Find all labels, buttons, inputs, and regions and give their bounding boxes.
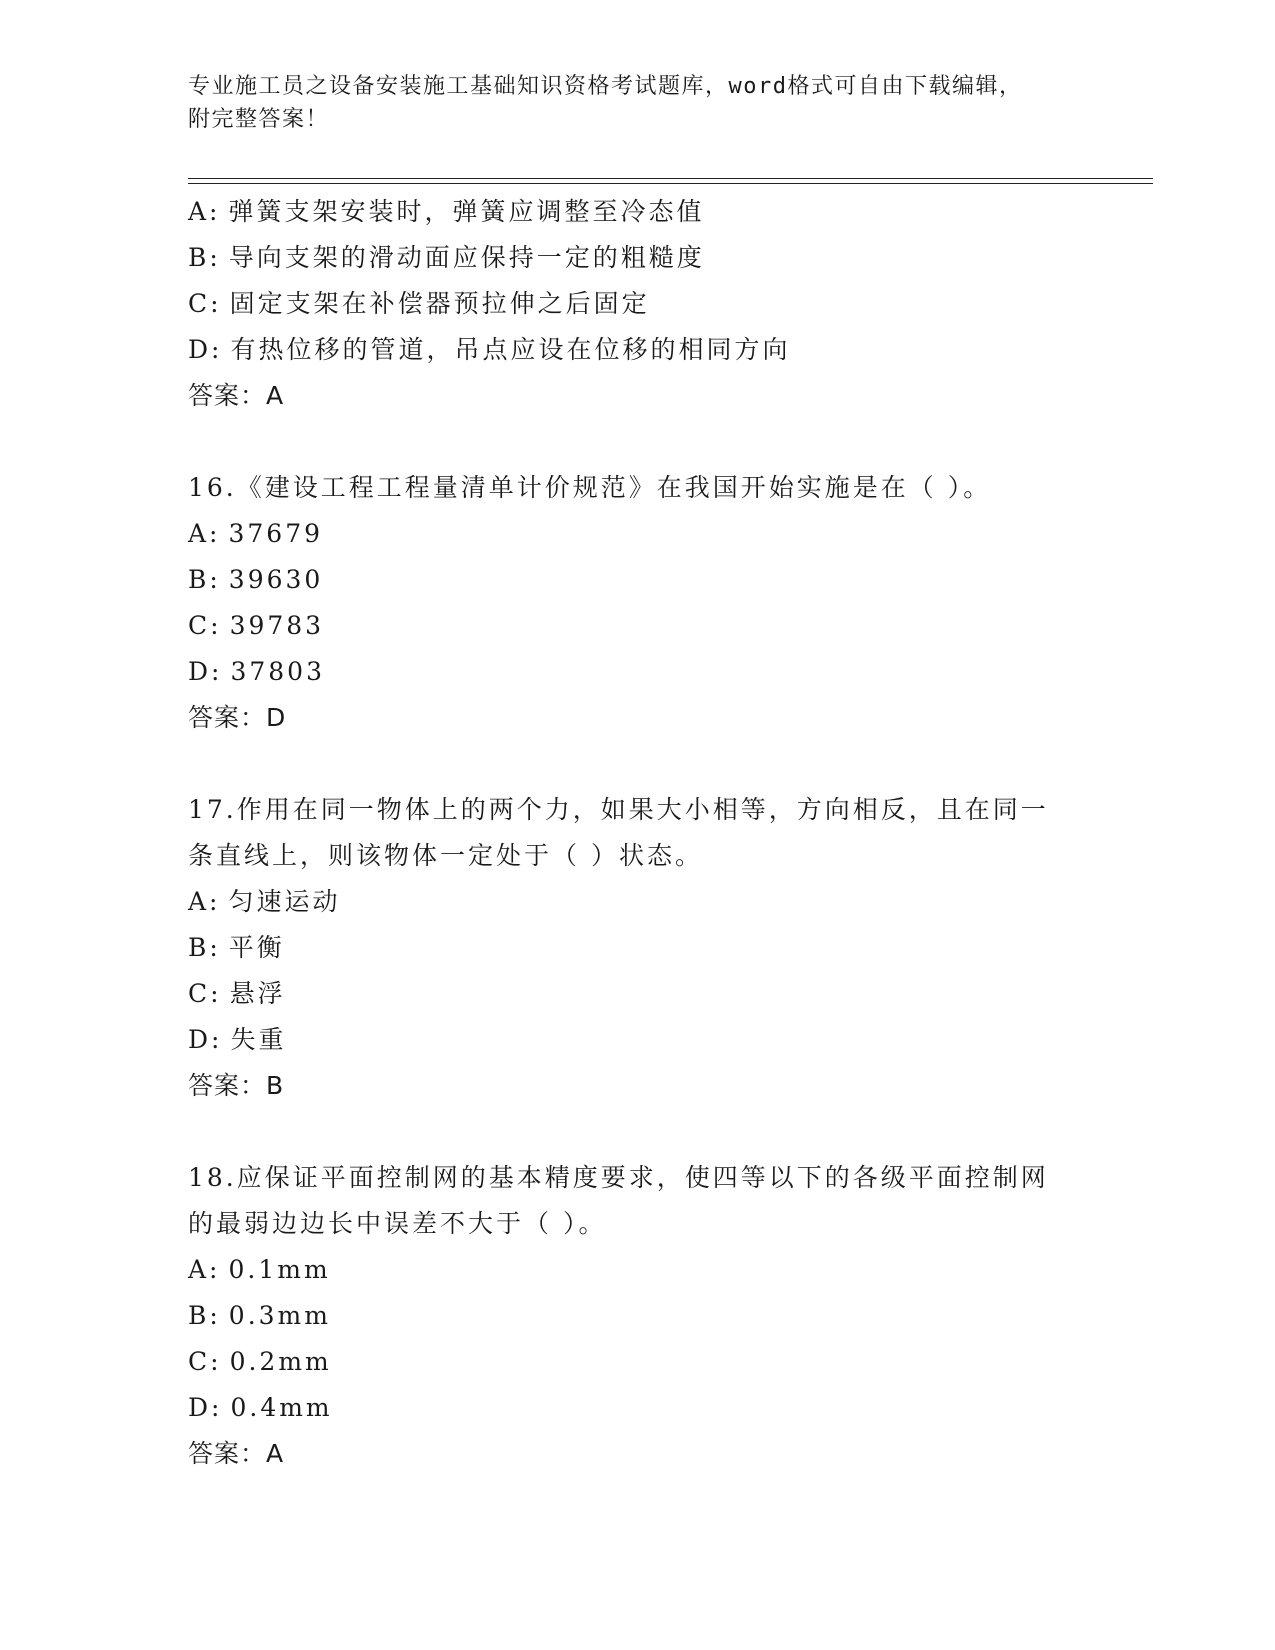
question-stem-line-1: 18.应保证平面控制网的基本精度要求，使四等以下的各级平面控制网 (188, 1163, 1049, 1192)
question-17 (188, 787, 1088, 1109)
option-b (188, 557, 1088, 603)
option-text: 39783 (229, 611, 325, 640)
option-text: 39630 (228, 565, 324, 594)
answer-line: 答案：B (188, 1071, 285, 1100)
question-15 (188, 189, 1088, 419)
option-c (188, 281, 1088, 327)
option-text: 固定支架在补偿器预拉伸之后固定 (229, 289, 650, 318)
question-spacer (188, 1109, 1088, 1155)
option-text: 导向支架的滑动面应保持一定的粗糙度 (228, 243, 705, 272)
answer-line: 答案：D (188, 703, 287, 732)
option-key: B: (188, 933, 221, 962)
option-key: C: (188, 979, 222, 1008)
option-a (188, 189, 1088, 235)
option-key: C: (188, 1347, 222, 1376)
header-divider-top (188, 178, 1153, 179)
option-d (188, 649, 1088, 695)
option-key: D: (188, 1393, 223, 1422)
option-c (188, 603, 1088, 649)
option-key: A: (188, 1255, 221, 1284)
question-list (188, 189, 1088, 1477)
question-spacer (188, 419, 1088, 465)
option-a (188, 1247, 1088, 1293)
option-key: B: (188, 243, 221, 272)
option-d (188, 1385, 1088, 1431)
question-stem: 16.《建设工程工程量清单计价规范》在我国开始实施是在（ ）。 (188, 473, 992, 502)
question-18 (188, 1155, 1088, 1477)
option-text: 0.1mm (228, 1255, 331, 1284)
option-text: 匀速运动 (228, 887, 341, 916)
option-text: 37679 (228, 519, 324, 548)
option-text: 弹簧支架安装时，弹簧应调整至冷态值 (228, 197, 705, 226)
option-text: 0.3mm (228, 1301, 331, 1330)
option-a (188, 879, 1088, 925)
option-key: B: (188, 1301, 221, 1330)
option-key: C: (188, 611, 222, 640)
option-a (188, 511, 1088, 557)
option-b (188, 1293, 1088, 1339)
option-text: 悬浮 (229, 979, 286, 1008)
header-divider-bottom (188, 183, 1153, 184)
option-text: 平衡 (228, 933, 285, 962)
answer-line: 答案：A (188, 1439, 285, 1468)
question-stem-line-2: 条直线上，则该物体一定处于（ ）状态。 (188, 841, 703, 870)
option-key: A: (188, 519, 221, 548)
option-key: D: (188, 335, 223, 364)
option-text: 37803 (230, 657, 325, 686)
option-key: C: (188, 289, 222, 318)
document-header (188, 70, 1088, 136)
option-c (188, 1339, 1088, 1385)
question-spacer (188, 741, 1088, 787)
option-d (188, 1017, 1088, 1063)
option-key: D: (188, 1025, 223, 1054)
option-d (188, 327, 1088, 373)
option-b (188, 925, 1088, 971)
option-key: B: (188, 565, 221, 594)
option-key: A: (188, 887, 221, 916)
option-text: 0.2mm (229, 1347, 332, 1376)
option-text: 有热位移的管道，吊点应设在位移的相同方向 (230, 335, 791, 364)
question-16 (188, 465, 1088, 741)
answer-line: 答案：A (188, 381, 285, 410)
header-line-1: 专业施工员之设备安装施工基础知识资格考试题库，word格式可自由下载编辑， (188, 74, 1023, 99)
question-stem-line-2: 的最弱边边长中误差不大于（ ）。 (188, 1209, 607, 1238)
header-line-2: 附完整答案！ (188, 107, 330, 132)
question-stem-line-1: 17.作用在同一物体上的两个力，如果大小相等，方向相反，且在同一 (188, 795, 1049, 824)
option-b (188, 235, 1088, 281)
option-key: A: (188, 197, 221, 226)
option-text: 0.4mm (230, 1393, 333, 1422)
option-c (188, 971, 1088, 1017)
option-key: D: (188, 657, 223, 686)
option-text: 失重 (230, 1025, 287, 1054)
